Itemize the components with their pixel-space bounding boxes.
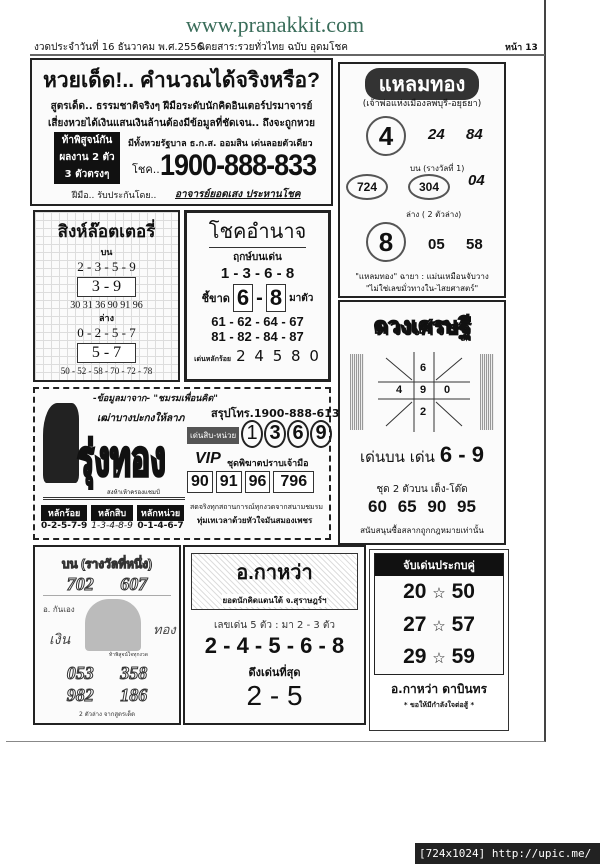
decisive-suffix: มาตัว	[289, 292, 314, 304]
top-main: 3 - 9	[77, 277, 136, 297]
decisive-digit: 6	[233, 284, 253, 312]
top-digits: 2 - 3 - 5 - 9	[77, 259, 136, 274]
three-digit: 724	[346, 174, 388, 200]
bon-number: 186	[120, 685, 148, 705]
top-pair: 24	[428, 126, 445, 143]
pair-number: 57	[451, 613, 475, 636]
bon-number: 607	[120, 574, 148, 594]
bottom-pairs: 50 - 52 - 58 - 70 - 72 - 78	[60, 366, 153, 376]
rueng-note: สดจริงทุกสถานการณ์ทุกงวดจากสนามชมรม	[190, 503, 323, 511]
grid-center: 9	[420, 384, 427, 396]
lead-digit: 3	[264, 420, 286, 448]
page-number: หน้า 13	[505, 43, 538, 53]
site-url: www.pranakkit.com	[185, 12, 365, 37]
set-number: 60	[368, 497, 387, 516]
chok-title: โชคอำนาจ	[209, 215, 307, 248]
column-label: หลักหน่วย	[137, 505, 184, 521]
pair-row	[375, 576, 503, 610]
set-number: 95	[457, 497, 476, 516]
pairs-box	[374, 553, 504, 675]
column-value: 0-2-5-7-9	[41, 521, 88, 531]
duang-setthi-box	[338, 300, 506, 545]
singh-lottery-box	[33, 210, 180, 382]
draw-date: งวดประจำวันที่ 16 ธันวาคม พ.ศ.2556	[34, 42, 204, 53]
chok-label: ฤกษ์บนเด่น	[233, 252, 282, 263]
singh-title: สิงห์ล๊อตเตอรี่	[57, 222, 156, 241]
bottom-digits: 0 - 2 - 5 - 7	[77, 325, 136, 340]
column-tens	[91, 505, 133, 531]
duang-footer: สนับสนุนซื้อสลากถูกกฎหมายเท่านั้น	[360, 526, 484, 535]
decisive-dash: -	[256, 286, 263, 309]
rueng-source: -ข้อมูลมาจาก- "ชมรมเพื่อนคิด"	[93, 394, 218, 404]
vip-number: 796	[273, 471, 314, 493]
column-value: 1-3-4-8-9	[91, 521, 133, 531]
kahwa-digits: 2 - 4 - 5 - 6 - 8	[204, 633, 345, 658]
lead-digit: 6	[287, 420, 309, 448]
rueng-tagline: เฒ่าบางปะกงให้ลาภ	[97, 413, 185, 424]
rueng-note: ทุ่มเทเวลาด้วยหัวใจมันสมองเพชร	[197, 516, 313, 525]
bon-number: 053	[66, 663, 94, 683]
pair-number: 27	[403, 613, 427, 636]
top-pairs: 30 31 36 90 91 96	[70, 300, 143, 311]
phone-prefix: โชค..	[132, 163, 160, 176]
decisive-digit: 8	[266, 284, 286, 312]
column-label: หลักร้อย	[41, 505, 87, 521]
bon-box	[33, 545, 181, 725]
ad-title: หวยเด็ด!.. คำนวณได้จริงหรือ?	[43, 69, 320, 92]
laemthong-box	[338, 62, 506, 298]
top-label: บน (รางวัลที่ 1)	[410, 164, 465, 173]
bottom-pair: 58	[466, 236, 483, 253]
bon-number: 982	[66, 685, 94, 705]
header-divider	[30, 54, 545, 56]
set-number: 90	[427, 497, 447, 516]
vip-number: 96	[245, 471, 271, 493]
bon-title: บน (รางวัลที่หนึ่ง)	[61, 557, 153, 571]
lead-label: เด่นสิบ-หน่วย	[187, 427, 239, 444]
pairs-title: จับเด่นประกบคู่	[375, 554, 503, 576]
pair-number: 50	[451, 580, 475, 603]
ad-line: เสี่ยงหวยได้เงินแสนเงินล้านต้องมีข้อมูลที่ชัดเจน.. ถึงจะถูกหวย	[47, 118, 316, 129]
hot-lotto-ad	[30, 58, 333, 206]
kahwa-title: อ.กาหว่า	[236, 562, 313, 584]
decor-stripes	[480, 354, 494, 430]
divider	[43, 497, 185, 500]
portrait-image	[85, 599, 141, 651]
laemthong-footer: "ไม่ใช่เลขมั่วทางใน-ไสยศาสตร์"	[365, 284, 479, 293]
bottom-digit: 8	[366, 222, 406, 262]
laemthong-title: แหลมทอง	[365, 68, 479, 100]
best-label: ดึงเด่นที่สุด	[248, 666, 301, 679]
rueng-title: รุ่งทอง	[77, 431, 166, 486]
lotto-types: มีทั้งหวยรัฐบาล ธ.ก.ส. ออมสิน เด่นลอยตัวเดียว	[128, 139, 313, 149]
kahwa-label: เลขเด่น 5 ตัว : มา 2 - 3 ตัว	[213, 620, 336, 631]
lead-digit: 1	[241, 420, 263, 448]
badge-line: ท้าพิสูจน์กัน	[61, 135, 113, 146]
guarantee-text: ฝีมือ.. รับประกันโดย..	[72, 191, 157, 201]
bon-caption: ท้าพิสูจน์ใจทุกงวด	[109, 652, 148, 658]
star-icon: ☆	[432, 650, 446, 667]
set-label: ชุด 2 ตัวบน เต็ง-โต๊ด	[376, 484, 468, 495]
star-icon: ☆	[432, 585, 446, 602]
rueng-sub: สงห้าเห้าครองแชมป์	[107, 489, 160, 496]
lead-digit: 9	[310, 420, 332, 448]
kahwa-box	[183, 545, 366, 725]
pairs-author: อ.กาหว่า ดาบินทร	[390, 682, 488, 696]
set-number: 65	[397, 497, 417, 516]
bottom-label: ล่าง	[99, 314, 114, 324]
three-digit: 304	[408, 174, 450, 200]
grid-right: 0	[444, 384, 451, 396]
magazine-name: นิตยสาร:รวยทั่วไทย ฉบับ อุดมโชค	[198, 42, 348, 53]
pair-number: 29	[403, 645, 427, 668]
chok-pairs: 81 - 82 - 84 - 87	[211, 329, 304, 344]
pair-number: 20	[403, 580, 427, 603]
top-pair: 84	[466, 126, 483, 143]
badge-line: ผลงาน 2 ตัว	[59, 152, 115, 163]
vip-number: 90	[187, 471, 213, 493]
badge-line: 3 ตัวตรงๆ	[64, 169, 110, 180]
laemthong-footer: "แหลมทอง" ฉายา : แม่นเหมือนจับวาง	[355, 272, 489, 281]
column-value: 0-1-4-6-7	[137, 521, 184, 531]
bon-right: ทอง	[153, 623, 176, 638]
bottom-main: 5 - 7	[77, 343, 136, 363]
decor-stripes	[350, 354, 364, 430]
kahwa-subtitle: ยอดนักคิดแดนใต้ จ.สุราษฎร์ฯ	[222, 596, 327, 605]
ad-line: สูตรเด็ด.. ธรรมชาติจริงๆ ฝีมือระดับนักคิดอินเตอร์ปรมาจารย์	[50, 101, 313, 112]
pair-row	[375, 642, 503, 674]
decisive-label: ชี้ขาด	[201, 292, 230, 305]
pair-row	[375, 610, 503, 642]
pair-number: 59	[451, 645, 475, 668]
duang-title: ดวงเศรษฐี	[373, 313, 471, 338]
laemthong-subtitle: (เจ้าพ่อแห่งเมืองลพบุรี-อยุธยา)	[362, 99, 482, 109]
bon-number: 358	[120, 663, 148, 683]
bottom-pair: 05	[428, 236, 445, 253]
bon-number: 702	[66, 574, 94, 594]
best-digits: 2 - 5	[246, 680, 303, 711]
portrait-illustration	[43, 403, 79, 483]
top-label: บน	[100, 248, 113, 258]
bon-footer: 2 ตัวล่าง จากสูตรเด็ด	[78, 711, 135, 718]
rueng-thong-box	[33, 387, 340, 540]
hundreds-label: เด่นหลักร้อย	[194, 355, 232, 363]
bottom-label: ล่าง ( 2 ตัวล่าง)	[406, 210, 462, 219]
column-units	[137, 505, 184, 531]
main-label: เด่นบน เด่น	[360, 448, 435, 466]
chok-amnat-box	[184, 210, 331, 382]
ad-author: อาจารย์ยอดเสง ประหานโชค	[175, 189, 301, 200]
vip-number: 91	[216, 471, 242, 493]
rueng-phone[interactable]: สรุปโทร.1900-888-613	[211, 407, 340, 420]
vip-label: VIP	[195, 450, 221, 467]
challenge-badge	[54, 132, 120, 184]
column-hundreds	[41, 505, 87, 531]
chok-pairs: 61 - 62 - 64 - 67	[211, 314, 304, 329]
grid-bottom: 2	[420, 406, 427, 418]
bon-left: เงิน	[49, 632, 71, 648]
hundreds-digits: 2 4 5 8 0	[236, 347, 321, 365]
bon-left-small: อ. กันเอง	[43, 605, 75, 614]
three-pair: 04	[468, 172, 485, 189]
grid-left: 4	[396, 384, 403, 396]
upload-watermark[interactable]: [724x1024] http://upic.me/	[415, 843, 600, 864]
chok-digits: 1 - 3 - 6 - 8	[220, 265, 295, 282]
column-label: หลักสิบ	[91, 505, 133, 521]
star-icon: ☆	[432, 618, 446, 635]
phone-number[interactable]: 1900-888-833	[160, 148, 317, 182]
main-digits: 6 - 9	[439, 442, 484, 467]
decisive-row	[187, 284, 328, 312]
pairs-motto: * ขอให้มีกำลังใจต่อสู้ *	[403, 701, 475, 709]
top-digit: 4	[366, 116, 406, 156]
vip-subtitle: ชุดพิฆาตปราบเจ้ามือ	[227, 459, 309, 469]
grid-top: 6	[420, 362, 427, 374]
